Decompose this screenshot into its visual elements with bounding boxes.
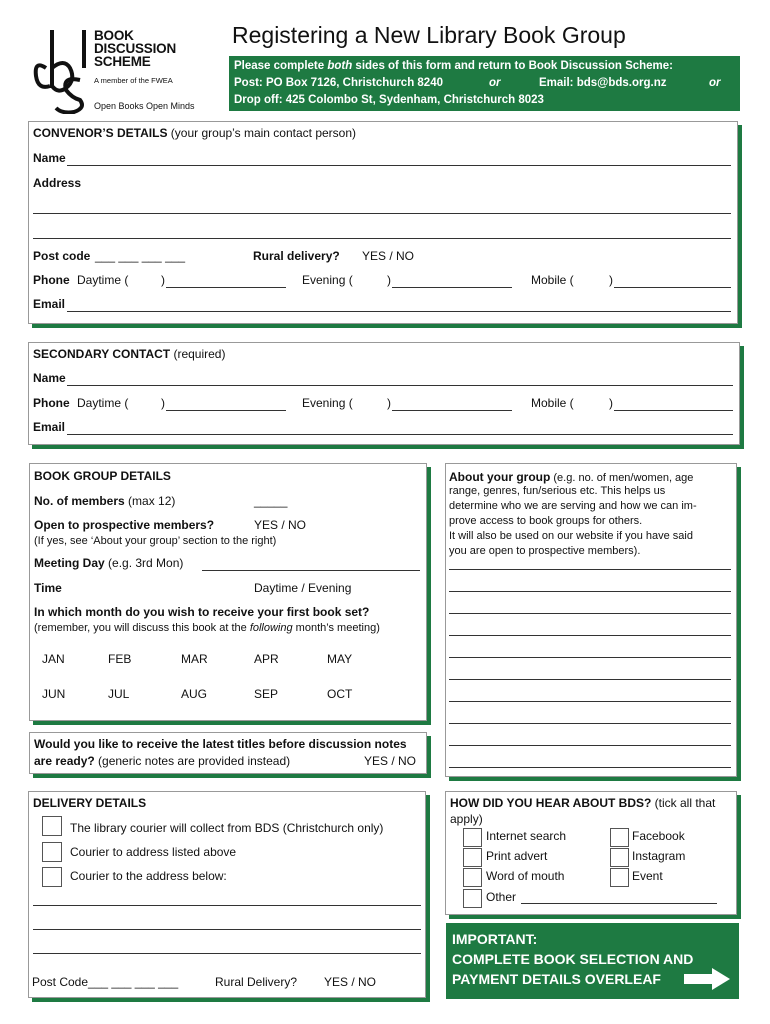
time-options[interactable]: Daytime / Evening	[254, 581, 352, 595]
about-field-10[interactable]	[449, 767, 731, 768]
secondary-email-label: Email	[33, 420, 66, 434]
logo-tagline: Open Books Open Minds	[94, 101, 195, 111]
month-mar[interactable]: MAR	[181, 652, 208, 666]
heard-other-label: Other	[486, 890, 517, 904]
secondary-mobile-label: Mobile (	[531, 396, 574, 410]
month-oct[interactable]: OCT	[327, 687, 353, 701]
convenor-email-label: Email	[33, 297, 66, 311]
about-field-5[interactable]	[449, 657, 731, 658]
secondary-daytime-field[interactable]	[166, 410, 286, 411]
about-field-7[interactable]	[449, 701, 731, 702]
secondary-name-field[interactable]	[67, 385, 733, 386]
month-sep[interactable]: SEP	[254, 687, 279, 701]
secondary-email-field[interactable]	[67, 434, 733, 435]
meeting-label: Meeting Day (e.g. 3rd Mon)	[34, 556, 184, 570]
delivery-option-2: Courier to address listed above	[70, 845, 237, 859]
delivery-heading: DELIVERY DETAILS	[33, 796, 147, 810]
heard-other-field[interactable]	[521, 903, 717, 904]
heard-section	[445, 791, 737, 915]
banner-email: Email: bds@bds.org.nz	[539, 77, 667, 89]
delivery-postcode[interactable]: Post Code___ ___ ___ ___	[32, 975, 179, 989]
month-question: In which month do you wish to receive your first book set?	[34, 605, 370, 619]
about-field-1[interactable]	[449, 569, 731, 570]
about-field-9[interactable]	[449, 745, 731, 746]
month-jan[interactable]: JAN	[42, 652, 65, 666]
convenor-daytime-close: )	[161, 273, 165, 287]
bds-logo-mark	[32, 28, 94, 114]
secondary-mobile-close: )	[609, 396, 613, 410]
month-note: (remember, you will discuss this book at the following month’s meeting)	[34, 622, 380, 634]
logo-wordmark: BOOK DISCUSSION SCHEME	[94, 28, 177, 69]
about-line-6: you are open to prospective members).	[449, 545, 641, 557]
delivery-address-field-2[interactable]	[33, 929, 421, 930]
heard-heading-2: apply)	[450, 812, 483, 826]
delivery-option-checkbox-2[interactable]	[42, 842, 62, 862]
delivery-rural-label: Rural Delivery?	[215, 975, 298, 989]
delivery-option-checkbox-1[interactable]	[42, 816, 62, 836]
convenor-daytime-field[interactable]	[166, 287, 286, 288]
secondary-evening-close: )	[387, 396, 391, 410]
month-apr[interactable]: APR	[254, 652, 279, 666]
heard-checkbox-instagram[interactable]	[610, 848, 629, 867]
important-line-3: PAYMENT DETAILS OVERLEAF	[452, 971, 661, 987]
secondary-daytime-label: Daytime (	[77, 396, 129, 410]
time-label: Time	[34, 581, 62, 595]
delivery-address-field-1[interactable]	[33, 905, 421, 906]
heard-print-label: Print advert	[486, 849, 548, 863]
convenor-name-field[interactable]	[67, 165, 731, 166]
titles-section	[29, 732, 427, 774]
convenor-address-field-2[interactable]	[33, 238, 731, 239]
convenor-phone-label: Phone	[33, 273, 70, 287]
open-yesno[interactable]: YES / NO	[254, 518, 307, 532]
important-line-1: IMPORTANT:	[452, 931, 538, 947]
convenor-email-field[interactable]	[67, 311, 731, 312]
month-jun[interactable]: JUN	[42, 687, 66, 701]
about-field-4[interactable]	[449, 635, 731, 636]
month-feb[interactable]: FEB	[108, 652, 132, 666]
banner-line-1: Please complete both sides of this form and return to Book Discussion Scheme:	[234, 60, 674, 72]
secondary-phone-label: Phone	[33, 396, 70, 410]
secondary-section	[28, 342, 740, 445]
about-line-4: prove access to book groups for others.	[449, 515, 643, 527]
secondary-evening-label: Evening (	[302, 396, 353, 410]
convenor-rural-yesno[interactable]: YES / NO	[362, 249, 415, 263]
about-field-6[interactable]	[449, 679, 731, 680]
convenor-rural-label: Rural delivery?	[253, 249, 340, 263]
members-field[interactable]: _____	[254, 494, 288, 508]
heard-heading: HOW DID YOU HEAR ABOUT BDS? (tick all that	[450, 796, 716, 810]
arrow-right-icon	[682, 967, 732, 991]
banner-or-1: or	[489, 77, 501, 89]
secondary-heading: SECONDARY CONTACT (required)	[33, 347, 226, 361]
heard-checkbox-other[interactable]	[463, 889, 482, 908]
convenor-evening-label: Evening (	[302, 273, 353, 287]
convenor-daytime-label: Daytime (	[77, 273, 129, 287]
secondary-mobile-field[interactable]	[614, 410, 733, 411]
heard-facebook-label: Facebook	[632, 829, 685, 843]
open-note: (If yes, see ‘About your group’ section to the right)	[34, 535, 277, 547]
about-line-1: About your group (e.g. no. of men/women, age	[449, 470, 694, 484]
page-title: Registering a New Library Book Group	[232, 22, 626, 48]
about-group-section	[445, 463, 737, 777]
convenor-section	[28, 121, 738, 324]
members-label: No. of members (max 12)	[34, 494, 176, 508]
convenor-address-field-1[interactable]	[33, 213, 731, 214]
titles-question-2: are ready? (generic notes are provided instead)	[34, 754, 291, 768]
about-field-8[interactable]	[449, 723, 731, 724]
banner-or-2: or	[709, 77, 721, 89]
banner-post: Post: PO Box 7126, Christchurch 8240	[234, 77, 443, 89]
open-label: Open to prospective members?	[34, 518, 215, 532]
delivery-option-1: The library courier will collect from BDS (Christchurch only)	[70, 821, 384, 835]
month-aug[interactable]: AUG	[181, 687, 208, 701]
month-may[interactable]: MAY	[327, 652, 353, 666]
convenor-mobile-field[interactable]	[614, 287, 731, 288]
heard-internet-label: Internet search	[486, 829, 567, 843]
meeting-field[interactable]	[202, 570, 420, 571]
about-line-5: It will also be used on our website if you have said	[449, 530, 693, 542]
convenor-evening-close: )	[387, 273, 391, 287]
important-banner	[446, 923, 739, 999]
convenor-name-label: Name	[33, 151, 66, 165]
heard-instagram-label: Instagram	[632, 849, 686, 863]
heard-event-label: Event	[632, 869, 663, 883]
heard-checkbox-facebook[interactable]	[610, 828, 629, 847]
delivery-section	[28, 791, 426, 998]
heard-checkbox-event[interactable]	[610, 868, 629, 887]
delivery-option-checkbox-3[interactable]	[42, 867, 62, 887]
titles-question: Would you like to receive the latest titles before discussion notes	[34, 737, 407, 751]
secondary-evening-field[interactable]	[392, 410, 512, 411]
convenor-mobile-close: )	[609, 273, 613, 287]
convenor-mobile-label: Mobile (	[531, 273, 574, 287]
logo-subline: A member of the FWEA	[94, 76, 173, 85]
about-line-2: range, genres, fun/serious etc. This helps us	[449, 485, 666, 497]
secondary-daytime-close: )	[161, 396, 165, 410]
group-heading: BOOK GROUP DETAILS	[34, 469, 171, 483]
about-field-3[interactable]	[449, 613, 731, 614]
important-line-2: COMPLETE BOOK SELECTION AND	[452, 951, 694, 967]
about-field-2[interactable]	[449, 591, 731, 592]
convenor-heading: CONVENOR’S DETAILS (your group’s main contact person)	[33, 126, 357, 140]
heard-word-label: Word of mouth	[486, 869, 565, 883]
titles-yesno[interactable]: YES / NO	[364, 754, 417, 768]
banner-dropoff: Drop off: 425 Colombo St, Sydenham, Christchurch 8023	[234, 94, 544, 106]
secondary-name-label: Name	[33, 371, 66, 385]
heard-checkbox-print[interactable]	[463, 848, 482, 867]
convenor-evening-field[interactable]	[392, 287, 512, 288]
heard-checkbox-internet[interactable]	[463, 828, 482, 847]
about-line-3: determine who we are serving and how we can im-	[449, 500, 697, 512]
convenor-address-label: Address	[33, 176, 82, 190]
delivery-rural-yesno[interactable]: YES / NO	[324, 975, 377, 989]
convenor-postcode-label: Post code	[33, 249, 91, 263]
convenor-postcode-field[interactable]: ___ ___ ___ ___	[95, 249, 186, 263]
delivery-option-3: Courier to the address below:	[70, 869, 227, 883]
book-group-section	[29, 463, 427, 721]
heard-checkbox-word[interactable]	[463, 868, 482, 887]
month-jul[interactable]: JUL	[108, 687, 130, 701]
delivery-address-field-3[interactable]	[33, 953, 421, 954]
instructions-banner	[229, 56, 740, 111]
